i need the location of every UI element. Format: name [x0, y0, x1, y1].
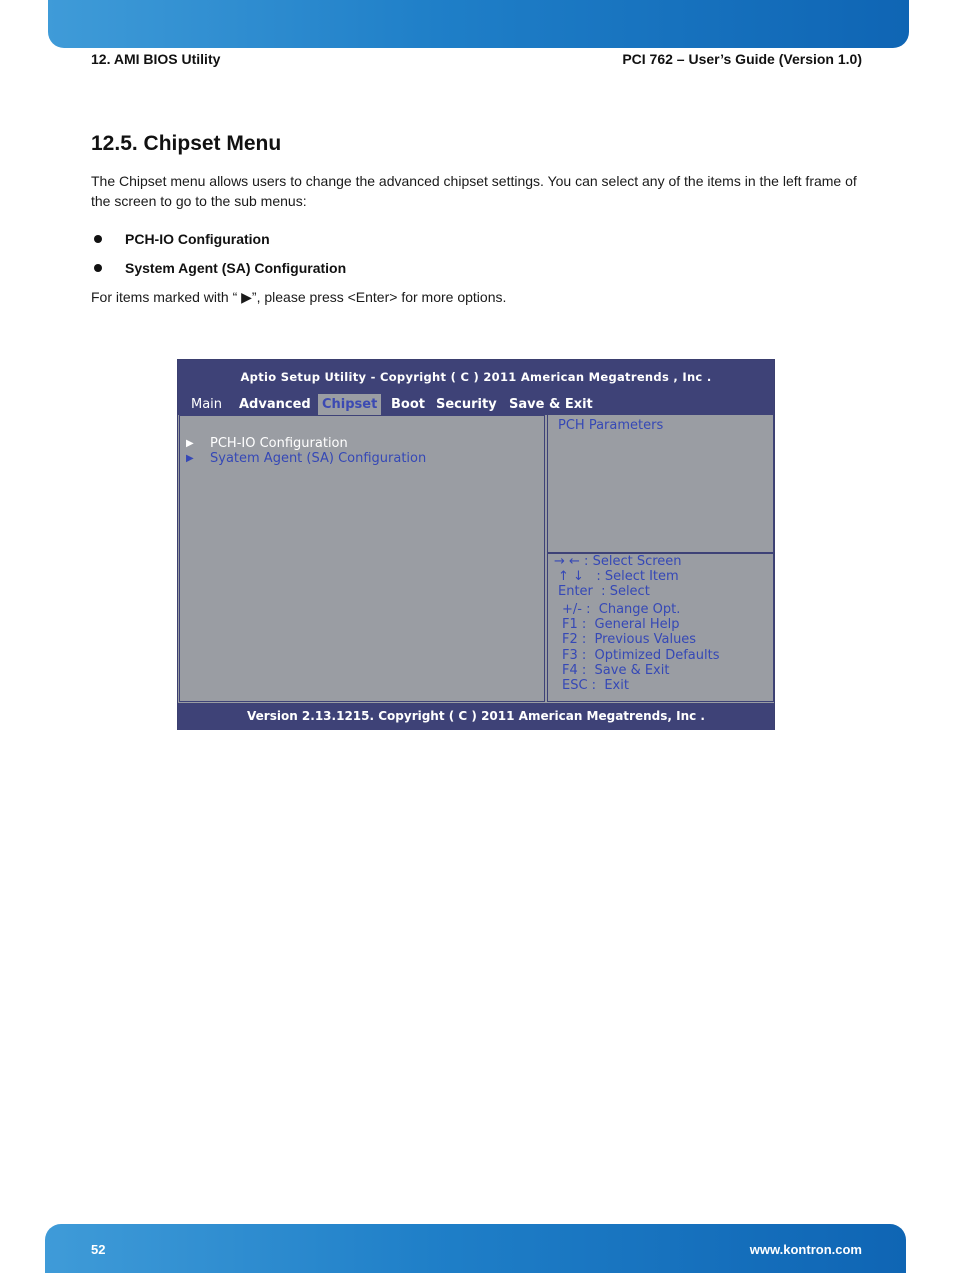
document-title: PCI 762 – User’s Guide (Version 1.0) [622, 51, 862, 67]
tab-chipset[interactable]: Chipset [318, 394, 381, 415]
key-label: F4 : [562, 663, 587, 678]
tab-security[interactable]: Security [436, 397, 497, 412]
key-hint-general-help [562, 617, 680, 632]
key-description: Select [609, 584, 650, 599]
key-label: F2 : [562, 632, 587, 647]
chapter-title: 12. AMI BIOS Utility [91, 51, 221, 67]
bios-menu-panel [179, 415, 545, 702]
intro-paragraph: The Chipset menu allows users to change the advanced chipset settings. You can select any of the items in the left frame of the screen to go to the sub menus: [91, 173, 857, 209]
key-hint-select-item [558, 569, 679, 584]
tab-save-exit[interactable]: Save & Exit [509, 397, 593, 412]
key-label: ↑ ↓ : [558, 569, 601, 584]
bullet-label: PCH-IO Configuration [125, 231, 270, 247]
bios-version-bar: Version 2.13.1215. Copyright ( C ) 2011 American Megatrends, Inc . [178, 703, 774, 730]
key-hint-exit [562, 678, 629, 693]
key-label: F1 : [562, 617, 587, 632]
key-description: Previous Values [594, 632, 697, 647]
key-hint-save-exit [562, 663, 669, 678]
bios-keys-panel [547, 553, 774, 702]
key-description: Select Item [604, 569, 679, 584]
key-label: +/- : [562, 602, 591, 617]
key-label: F3 : [562, 648, 587, 663]
tab-main[interactable]: Main [191, 397, 223, 412]
menu-item-label: Syatem Agent (SA) Configuration [210, 451, 427, 466]
key-description: Select Screen [592, 554, 682, 569]
bios-help-panel [547, 415, 774, 553]
key-hint-optimized-defaults [562, 648, 719, 663]
submenu-arrow-icon: ▶ [186, 453, 194, 464]
page-number: 52 [91, 1242, 106, 1257]
key-label: Enter : [558, 584, 606, 599]
bullet-dot-icon [94, 264, 102, 272]
key-description: Save & Exit [594, 663, 670, 678]
help-title: PCH Parameters [558, 418, 664, 433]
key-hint-select [558, 584, 650, 599]
submenu-arrow-icon: ▶ [186, 438, 194, 449]
key-hint-select-screen [554, 554, 682, 569]
menu-item-label: PCH-IO Configuration [210, 436, 348, 451]
bios-screenshot [177, 359, 775, 730]
bios-tab-bar [178, 394, 774, 415]
key-label: ESC : [562, 678, 597, 693]
menu-item-system-agent[interactable] [186, 451, 426, 466]
key-description: Change Opt. [598, 602, 681, 617]
bullet-label: System Agent (SA) Configuration [125, 260, 347, 276]
key-hint-previous-values [562, 632, 696, 647]
bullet-dot-icon [94, 235, 102, 243]
tab-boot[interactable]: Boot [391, 397, 425, 412]
key-description: General Help [594, 617, 680, 632]
enter-note: For items marked with “ ▶”, please press <Enter> for more options. [91, 289, 507, 305]
menu-item-pch-io[interactable] [186, 436, 348, 451]
key-label: → ← : [554, 554, 589, 569]
bullet-item [91, 260, 346, 276]
header-band [48, 0, 909, 48]
key-description: Exit [604, 678, 629, 693]
key-hint-change-opt [562, 602, 680, 617]
key-description: Optimized Defaults [594, 648, 720, 663]
tab-advanced[interactable]: Advanced [239, 397, 311, 412]
section-heading: 12.5. Chipset Menu [91, 132, 282, 155]
website-link[interactable]: www.kontron.com [749, 1242, 862, 1257]
bullet-item [91, 231, 270, 247]
bios-title-bar: Aptio Setup Utility - Copyright ( C ) 2011 American Megatrends , Inc . [178, 360, 774, 394]
